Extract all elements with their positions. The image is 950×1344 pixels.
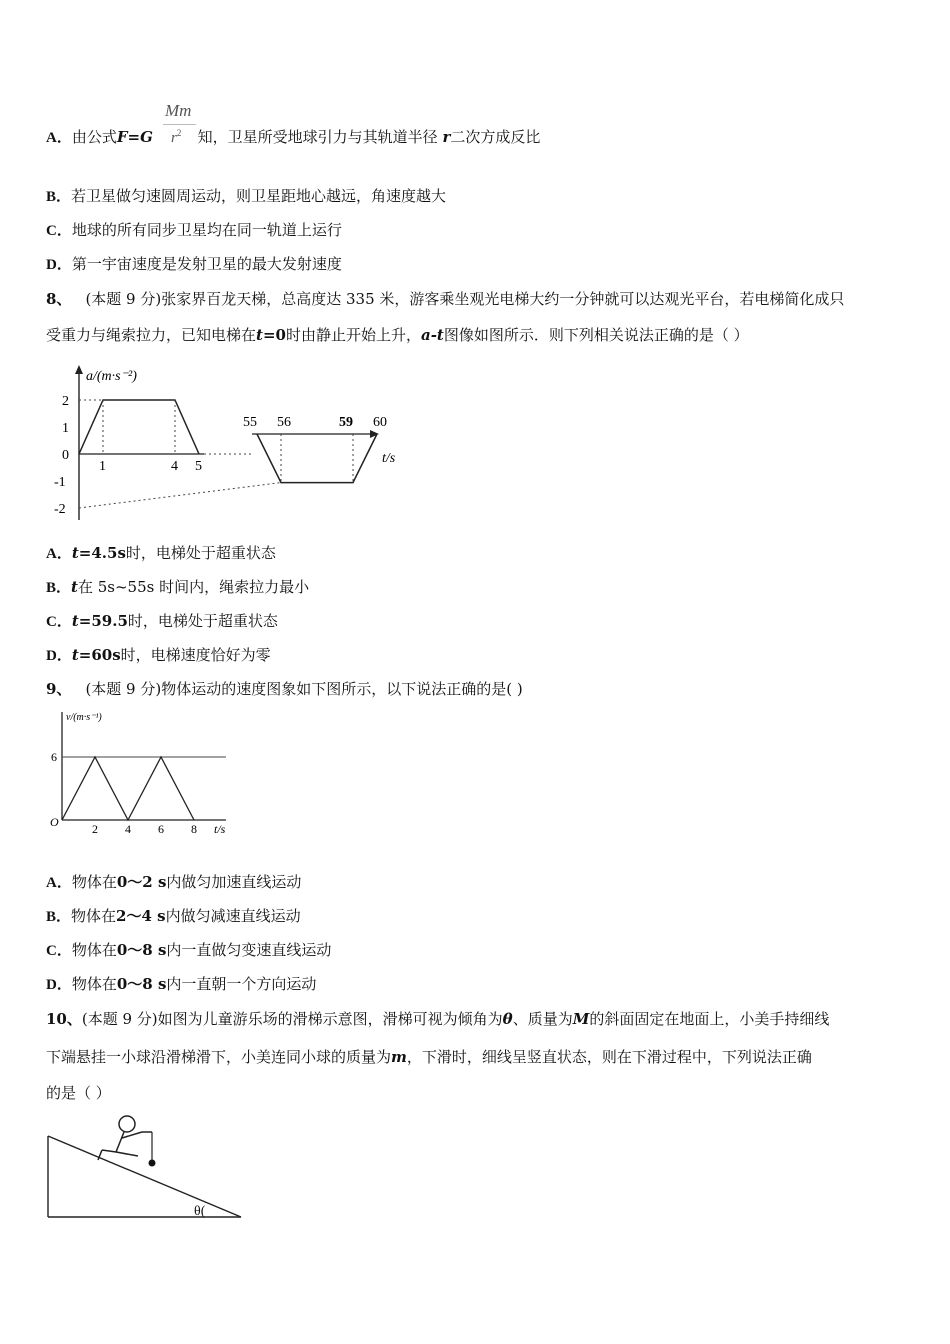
q8-stem-line1: 8、 (本题 9 分)张家界百龙天梯，总高度达 335 米，游客乘坐观光电梯大约一分钟就可以达观光平台，若电梯简化成只 [46,290,845,308]
vt-x-tick-label: 4 [125,822,131,836]
vt-x-tick-label: 2 [92,822,98,836]
at-x-tick-label-top: 59 [339,415,353,430]
child-figure [98,1116,152,1160]
q7-option-b: B．若卫星做匀速圆周运动，则卫星距地心越远，角速度越大 [46,187,447,205]
q9-option-b: B．物体在2～4 s内做匀减速直线运动 [46,907,301,925]
at-x-tick-label-top: 56 [277,415,291,430]
vt-x-tick-label: 6 [158,822,164,836]
child-head [119,1116,135,1132]
q9-option-d: D．物体在0～8 s内一直朝一个方向运动 [46,975,317,993]
at-y-tick-label: 2 [62,394,69,409]
q9-option-a: A．物体在0～2 s内做匀加速直线运动 [46,873,302,891]
q10-stem-line3: 的是（ ） [46,1084,111,1102]
formula-denominator: $r^2$ [171,128,182,146]
at-guide-neg2 [79,483,281,508]
at-y-axis-arrow [75,365,83,374]
vt-origin-label: O [50,815,59,829]
at-series-segment-1 [79,400,199,454]
q8-stem-line2: 受重力与绳索拉力，已知电梯在t=0时由静止开始上升，a-t图像如图所示．则下列相关说法正确的是（ ） [46,326,749,344]
vt-series-line [62,757,194,820]
q8-option-b: B．t在 5s~55s 时间内，绳索拉力最小 [46,578,310,596]
q7-option-c: C．地球的所有同步卫星均在同一轨道上运行 [46,221,342,239]
angle-label: θ( [194,1204,206,1219]
at-y-tick-label: -2 [54,502,66,517]
at-x-tick-label-top: 60 [373,415,387,430]
vt-x-label: t/s [214,822,226,836]
slide-figure [44,1110,249,1225]
child-arm [122,1132,142,1138]
at-x-axis-arrow [370,430,379,438]
q8-option-d: D．t=60s时，电梯速度恰好为零 [46,646,271,664]
q9-option-c: C．物体在0～8 s内一直做匀变速直线运动 [46,941,332,959]
q10-stem-line2: 下端悬挂一小球沿滑梯滑下，小美连同小球的质量为m，下滑时，细线呈竖直状态，则在下滑过程中，下列说法正确 [46,1048,812,1066]
fraction-bar [163,124,196,125]
at-series-segment-2 [257,434,377,483]
q10-stem-line1: 10、(本题 9 分)如图为儿童游乐场的滑梯示意图，滑梯可视为倾角为θ、质量为M的斜面固定在地面上，小美手持细线 [46,1010,830,1028]
vt-y-tick-label: 6 [51,750,57,764]
hanging-ball [149,1160,156,1167]
formula-numerator: Mm [165,101,192,120]
child-leg2 [116,1152,138,1156]
at-x-tick-label: 5 [195,459,202,474]
vt-x-tick-label: 8 [191,822,197,836]
at-graph [52,362,412,527]
q9-stem: 9、 (本题 9 分)物体运动的速度图象如下图所示，以下说法正确的是( ) [46,680,523,698]
at-y-tick-label: 0 [62,448,69,463]
q8-option-c: C．t=59.5时，电梯处于超重状态 [46,612,278,630]
child-torso [116,1132,124,1152]
at-x-tick-label-top: 55 [243,415,257,430]
vt-y-label: v/(m·s⁻¹) [66,712,102,723]
at-y-tick-label: 1 [62,421,69,436]
at-x-tick-label: 1 [99,459,106,474]
q8-option-a: A．t=4.5s时，电梯处于超重状态 [46,544,276,562]
child-thigh [102,1150,116,1152]
at-x-tick-label: 4 [171,459,178,474]
at-y-label: a/(m·s⁻²) [86,369,137,384]
vt-graph [44,706,244,838]
at-x-label: t/s [382,451,396,466]
at-y-tick-label: -1 [54,475,66,490]
slide-incline [48,1136,241,1217]
q7-option-a: A．由公式F=G 知，卫星所受地球引力与其轨道半径 r二次方成反比 [46,128,541,146]
q7-option-d: D．第一宇宙速度是发射卫星的最大发射速度 [46,255,342,273]
